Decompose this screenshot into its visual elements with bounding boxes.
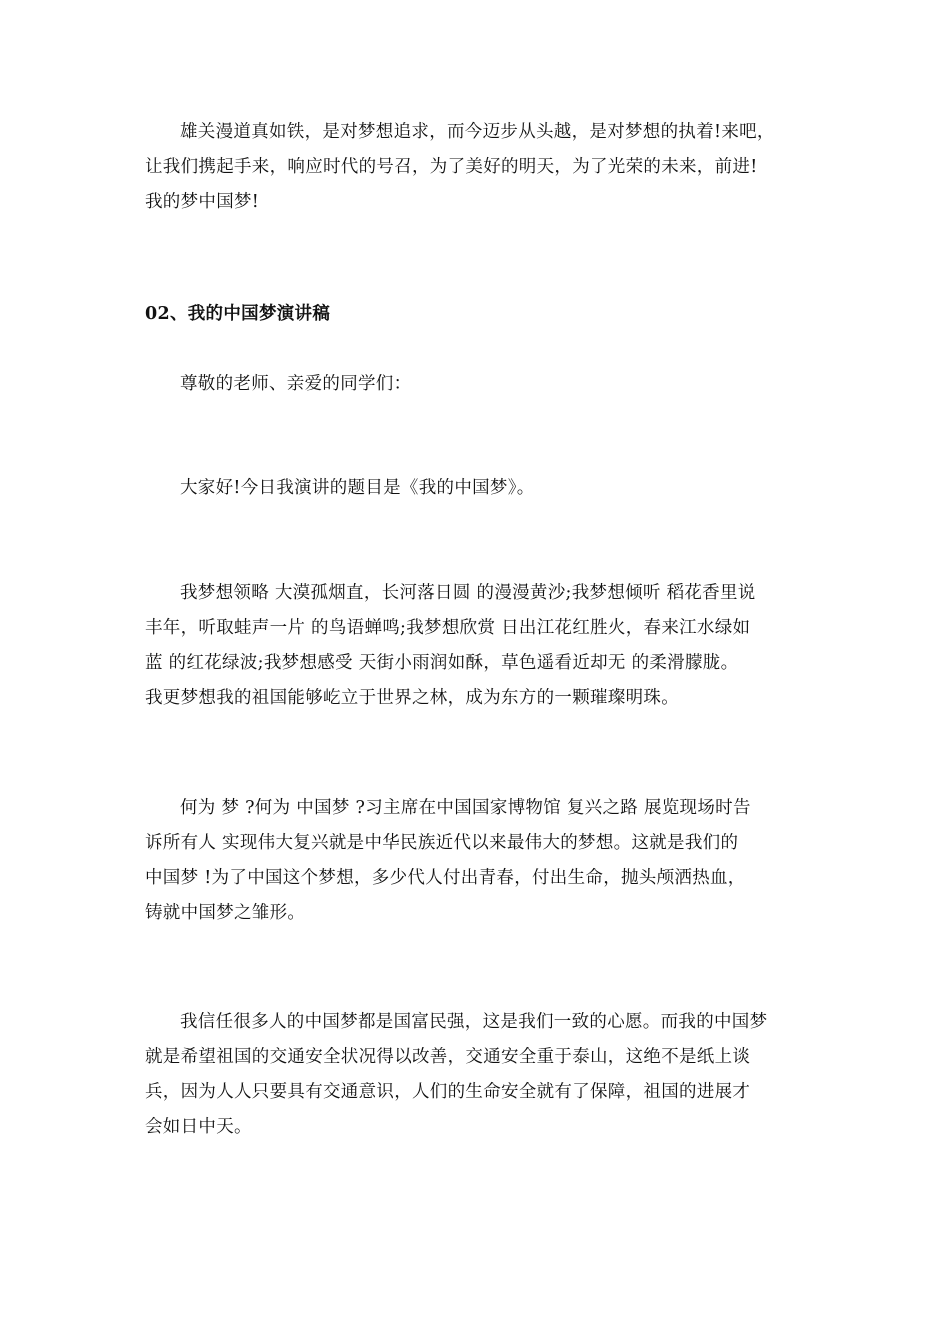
text-line: 雄关漫道真如铁，是对梦想追求，而今迈步从头越，是对梦想的执着!来吧， [180,122,775,142]
paragraph-traffic-safety [145,1005,815,1145]
text-line: 尊敬的老师、亲爱的同学们： [180,374,412,394]
text-line: 何为 梦 ?何为 中国梦 ?习主席在中国国家博物馆 复兴之路 展览现场时告 [180,798,751,818]
text-line: 我梦想领略 大漠孤烟直，长河落日圆 的漫漫黄沙;我梦想倾听 稻花香里说 [180,583,756,603]
section-heading: 02、我的中国梦演讲稿 [145,304,331,324]
greeting [145,471,815,506]
text-line: 诉所有人 实现伟大复兴就是中华民族近代以来最伟大的梦想。这就是我们的 [145,833,739,853]
salutation [145,367,815,402]
text-line: 就是希望祖国的交通安全状况得以改善，交通安全重于泰山，这绝不是纸上谈 [145,1047,751,1067]
text-line: 会如日中天。 [145,1117,252,1137]
text-line: 铸就中国梦之雏形。 [145,903,306,923]
text-line: 我信任很多人的中国梦都是国富民强，这是我们一致的心愿。而我的中国梦 [180,1012,768,1032]
text-line: 蓝 的红花绿波;我梦想感受 天街小雨润如酥，草色遥看近却无 的柔滑朦胧。 [145,653,739,673]
text-line: 中国梦 !为了中国这个梦想，多少代人付出青春，付出生命，抛头颅洒热血， [145,868,746,888]
text-line: 丰年，听取蛙声一片 的鸟语蝉鸣;我梦想欣赏 日出江花红胜火，春来江水绿如 [145,618,751,638]
paragraph-dream-scenery [145,576,815,716]
text-line: 我的梦中国梦! [145,192,260,212]
text-line: 大家好!今日我演讲的题目是《我的中国梦》。 [180,478,535,498]
text-line: 我更梦想我的祖国能够屹立于世界之林，成为东方的一颗璀璨明珠。 [145,688,679,708]
paragraph-what-is-china-dream [145,791,815,931]
paragraph-dream-pursuit [145,115,815,220]
text-line: 兵，因为人人只要具有交通意识，人们的生命安全就有了保障，祖国的进展才 [145,1082,751,1102]
text-line: 让我们携起手来，响应时代的号召，为了美好的明天，为了光荣的未来，前进! [145,157,758,177]
